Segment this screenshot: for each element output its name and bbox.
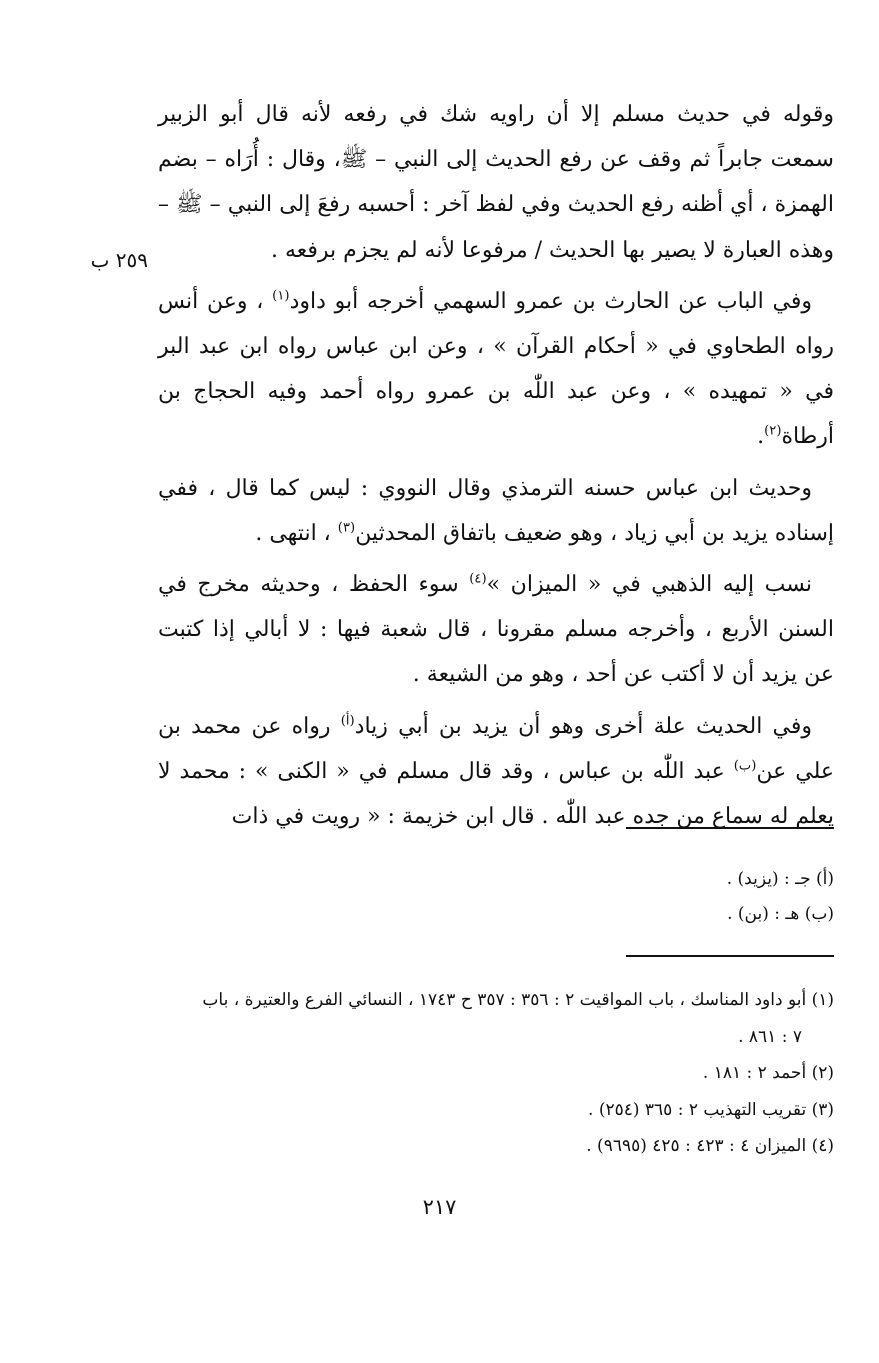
manuscript-folio-note: ٢٥٩ ب (90, 248, 148, 272)
footnote: (١) أبو داود المناسك ، باب المواقيت ٢ : ٣٥٦ : ٣٥٧ ح ١٧٤٣ ، النسائي الفرع والعتيرة ، باب (202, 990, 834, 1010)
footnotes (158, 982, 834, 1165)
paragraph-text: ، وعن أنس رواه الطحاوي في « أحكام القرآن » ، وعن ابن عباس رواه ابن عبد البر في « تمهيده » ، وعن عبد اللّٰه بن عمرو رواه أحمد وفيه الحجاج بن أرطاة (158, 288, 834, 450)
footnote-continuation: ٧ : ٨٦١ . (738, 1026, 802, 1047)
variant-note: (أ) جـ : (يزيد) . (726, 869, 834, 889)
paragraph-5 (158, 704, 834, 840)
paragraph-4 (158, 562, 834, 698)
footnote-marker: (١) (272, 288, 290, 304)
paragraph-text: عبد اللّٰه بن عباس ، وقد قال مسلم في « الكنى » : محمد لا يعلم له سماع من جده عبد اللّٰه . قال ابن خزيمة : « رويت في ذات (158, 758, 834, 830)
variant-note: (ب) هـ : (بن) . (727, 904, 834, 924)
footnote-marker: (٢) (764, 424, 782, 440)
footnote: (٢) أحمد ٢ : ١٨١ . (702, 1063, 834, 1083)
footnote-marker: (٤) (469, 571, 487, 587)
paragraph-2 (158, 279, 834, 460)
paragraph-text: . (757, 424, 765, 450)
paragraph-text: سوء الحفظ ، وحديثه مخرج في السنن الأربع ، وأخرجه مسلم مقرونا ، قال شعبة فيها : لا أبالي إذا كتبت عن يزيد أن لا أكتب عن أحد ، وهو من الشيعة . (158, 572, 834, 688)
footnote-marker: (٣) (337, 520, 356, 536)
footnotes-separator (626, 955, 834, 957)
paragraph-3 (158, 466, 834, 556)
paragraph-text: وقوله في حديث مسلم إلا أن راويه شك في رفعه لأنه قال أبو الزبير سمعت جابراً ثم وقف عن رفع الحديث إلى النبي – ﷺ، وقال : أُرَاه – بضم الهمزة ، أي أظنه رفع الحديث وفي لفظ آخر : أحسبه رفعَ إلى النبي – ﷺ – وهذه العبارة لا يصير بها الحديث / مرفوعا لأنه لم يجزم برفعه . (158, 102, 834, 263)
page-number: ٢١٧ (422, 1195, 457, 1219)
paragraph-1 (158, 92, 834, 273)
paragraph-text: وحديث ابن عباس حسنه الترمذي وقال النووي : ليس كما قال ، ففي إسناده يزيد بن أبي زياد ، وهو ضعيف باتفاق المحدثين (158, 475, 834, 546)
variant-marker: (ب) (733, 758, 757, 774)
main-text (158, 92, 834, 845)
variants-separator (626, 827, 834, 829)
footnote: (٤) الميزان ٤ : ٤٢٣ : ٤٢٥ (٩٦٩٥) . (586, 1136, 834, 1156)
variant-readings (460, 862, 834, 932)
paragraph-text: وفي الباب عن الحارث بن عمرو السهمي أخرجه أبو داود (289, 288, 812, 314)
paragraph-text: نسب إليه الذهبي في « الميزان » (486, 572, 812, 598)
paragraph-text: وفي الحديث علة أخرى وهو أن يزيد بن أبي زياد (354, 713, 812, 739)
paragraph-text: ، انتهى . (255, 520, 331, 546)
footnote: (٣) تقريب التهذيب ٢ : ٣٦٥ (٢٥٤) . (588, 1099, 834, 1120)
variant-marker: (أ) (340, 713, 355, 729)
paragraph-text: رواه عن محمد بن علي عن (158, 713, 834, 784)
